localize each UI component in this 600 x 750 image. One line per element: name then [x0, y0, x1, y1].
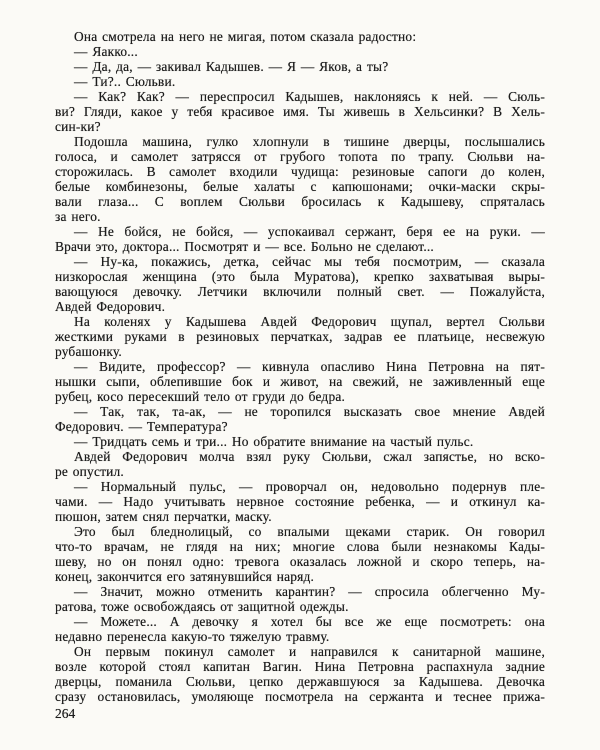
text-line: ре опустил. — [55, 464, 124, 479]
page-text — [55, 29, 545, 704]
text-line: Авдей Федорович молча взял руку Сюльви, сжал запястье, но вско- — [74, 449, 545, 464]
text-line: дверцы, поманила Сюльви, цепко державшуюся за Кадышева. Девочка — [55, 674, 545, 689]
text-line: жесткими руками в резиновых перчатках, задрав ее платьице, несвежую — [55, 329, 545, 344]
text-line: сразу остановилась, умоляюще посмотрела на сержанта и теснее прижа- — [55, 689, 545, 704]
text-line: — Да, да, — закивал Кадышев. — Я — Яков, а ты? — [74, 59, 389, 74]
text-line: Врачи это, доктора... Посмотрят и — все. Больно не сделают... — [55, 239, 434, 254]
text-line: — Как? Как? — переспросил Кадышев, наклоняясь к ней. — Сюль- — [74, 89, 545, 104]
text-line: возле которой стоял капитан Вагин. Нина Петровна распахнула задние — [55, 659, 545, 674]
text-line: ви? Гляди, какое у тебя красивое имя. Ты живешь в Хельсинки? В Хель- — [55, 104, 545, 119]
text-line: Авдей Федорович. — [55, 299, 166, 314]
text-line: рубец, косо пересекший тело от груди до бедра. — [55, 389, 346, 404]
text-line: рубашонку. — [55, 344, 122, 359]
text-line: На коленях у Кадышева Авдей Федорович щупал, вертел Сюльви — [74, 314, 545, 329]
text-line: син-ки? — [55, 119, 101, 134]
text-line: что-то врачам, не глядя на них; многие слова были незнакомы Кады- — [55, 539, 545, 554]
text-line: — Ти?.. Сюльви. — [74, 74, 176, 89]
page-number: 264 — [55, 706, 76, 721]
text-line: нышки сыпи, облепившие бок и живот, на свежий, не заживленный еще — [55, 374, 545, 389]
text-line: Подошла машина, гулко хлопнули в тишине дверцы, послышались — [74, 134, 545, 149]
text-line: — Значит, можно отменить карантин? — спросила облегченно Му- — [74, 584, 545, 599]
text-line: недавно перенесла какую-то тяжелую травму. — [55, 629, 330, 644]
text-line: белые комбинезоны, белые халаты с капюшонами; очки-маски скры- — [55, 179, 545, 194]
text-line: голоса, и самолет затрясся от грубого топота по трапу. Сюльви на- — [55, 149, 545, 164]
text-line: Это был бледнолицый, со впалыми щеками старик. Он говорил — [74, 524, 545, 539]
text-line: вали глаза... С воплем Сюльви бросилась к Кадышеву, спряталась — [55, 194, 545, 209]
text-line: за него. — [55, 209, 101, 224]
text-line: — Ну-ка, покажись, детка, сейчас мы тебя посмотрим, — сказала — [74, 254, 545, 269]
text-line: чами. — Надо учитывать нервное состояние ребенка, — и откинул ка- — [55, 494, 545, 509]
text-line: сторожилась. В самолет входили чудища: резиновые сапоги до колен, — [55, 164, 545, 179]
text-line: ратова, тоже освобождаясь от защитной одежды. — [55, 599, 349, 614]
text-line: — Нормальный пульс, — проворчал он, недовольно подернув пле- — [74, 479, 545, 494]
text-line: пюшон, затем снял перчатки, маску. — [55, 509, 272, 524]
text-line: — Не бойся, не бойся, — успокаивал сержант, беря ее на руки. — — [74, 224, 545, 239]
text-line: Она смотрела на него не мигая, потом сказала радостно: — [74, 29, 417, 44]
text-line: — Яакко... — [74, 44, 138, 59]
text-line: — Так, так, та-ак, — не торопился высказать свое мнение Авдей — [74, 404, 545, 419]
text-line: — Тридцать семь и три... Но обратите внимание на частый пульс. — [74, 434, 474, 449]
text-line: низкорослая женщина (это была Муратова), крепко захватывая выры- — [55, 269, 545, 284]
text-line: — Видите, профессор? — кивнула опасливо Нина Петровна на пят- — [74, 359, 545, 374]
text-line: Федорович. — Температура? — [55, 419, 228, 434]
text-line: шеву, но он понял одно: тревога оказалась ложной и скоро теперь, на- — [55, 554, 545, 569]
text-line: Он первым покинул самолет и направился к санитарной машине, — [74, 644, 545, 659]
text-line: конец, закончится его затянувшийся наряд. — [55, 569, 315, 584]
text-line: вающуюся девочку. Летчики включили полный свет. — Пожалуйста, — [55, 284, 545, 299]
text-line: — Можете... А девочку я хотел бы все же еще посмотреть: она — [74, 614, 545, 629]
